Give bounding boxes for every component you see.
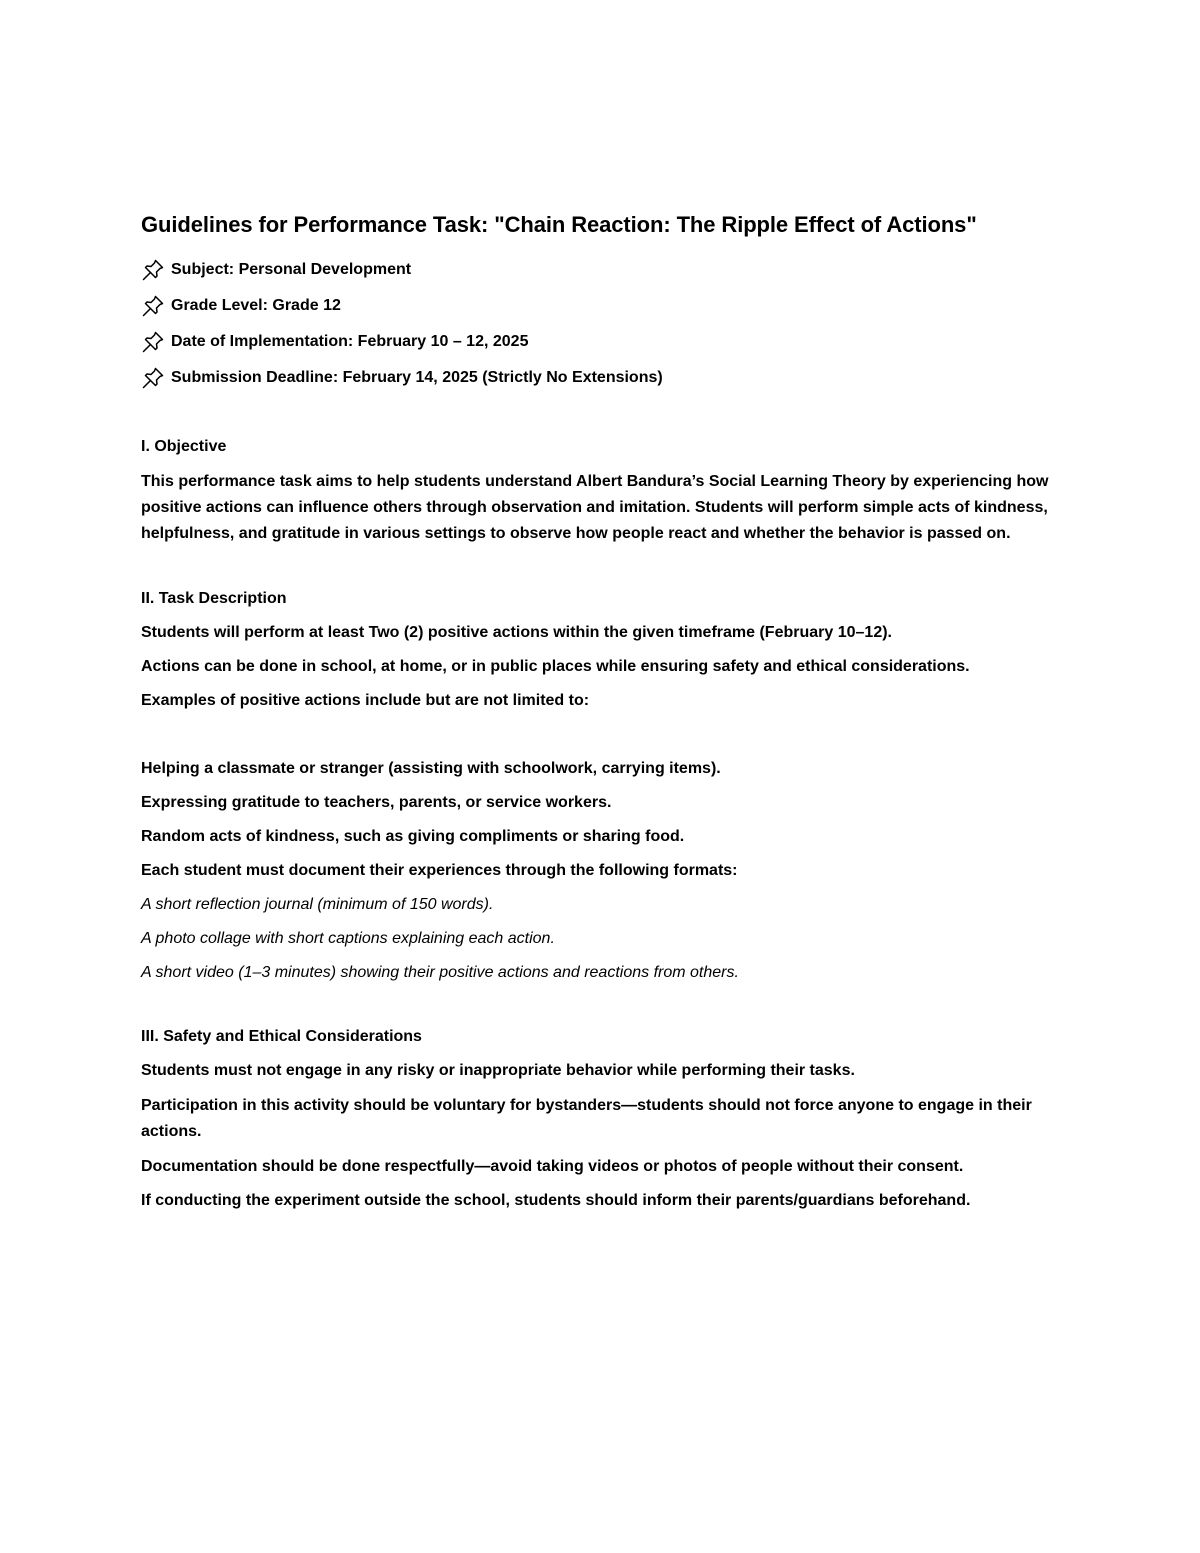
objective-body: This performance task aims to help students understand Albert Bandura’s Social Learning Theory by experiencing how positive actions can influence others through observation and imitation. Students will perform simple acts of kindness, helpfulness, and gratitude in various settings to observe how people react and whether the behavior is passed on. <box>141 473 1049 542</box>
pushpin-icon <box>141 330 165 354</box>
example-line: Random acts of kindness, such as giving compliments or sharing food. <box>141 828 685 845</box>
blank-line <box>141 713 1051 747</box>
meta-list <box>141 252 1051 396</box>
meta-item-grade <box>141 288 1051 324</box>
meta-text: Grade Level: Grade 12 <box>171 297 341 314</box>
safety-line: Students must not engage in any risky or inappropriate behavior while performing their tasks. <box>141 1062 855 1079</box>
example-line: Expressing gratitude to teachers, parents, or service workers. <box>141 794 612 811</box>
section-heading-task-description: II. Task Description <box>141 590 287 607</box>
safety-line: Participation in this activity should be voluntary for bystanders—students should not force anyone to engage in their actions. <box>141 1097 1032 1140</box>
example-line: Helping a classmate or stranger (assisting with schoolwork, carrying items). <box>141 760 721 777</box>
pushpin-icon <box>141 366 165 390</box>
format-line: A short reflection journal (minimum of 150 words). <box>141 896 494 913</box>
task-line: Students will perform at least Two (2) positive actions within the given timeframe (February 10–12). <box>141 624 892 641</box>
meta-text: Submission Deadline: February 14, 2025 (Strictly No Extensions) <box>171 369 663 386</box>
safety-line: If conducting the experiment outside the school, students should inform their parents/guardians beforehand. <box>141 1192 971 1209</box>
safety-line: Documentation should be done respectfully—avoid taking videos or photos of people without their consent. <box>141 1158 964 1175</box>
meta-item-subject <box>141 252 1051 288</box>
pushpin-icon <box>141 294 165 318</box>
section-heading-objective: I. Objective <box>141 438 227 455</box>
task-line: Actions can be done in school, at home, or in public places while ensuring safety and ethical considerations. <box>141 658 970 675</box>
format-line: A short video (1–3 minutes) showing their positive actions and reactions from others. <box>141 964 739 981</box>
meta-item-deadline <box>141 360 1051 396</box>
meta-text: Date of Implementation: February 10 – 12, 2025 <box>171 333 529 350</box>
document-title: Guidelines for Performance Task: "Chain Reaction: The Ripple Effect of Actions" <box>141 212 977 237</box>
pushpin-icon <box>141 258 165 282</box>
format-line: A photo collage with short captions explaining each action. <box>141 930 555 947</box>
task-line: Examples of positive actions include but are not limited to: <box>141 692 590 709</box>
example-line: Each student must document their experiences through the following formats: <box>141 862 738 879</box>
document-page <box>141 208 1051 1213</box>
section-heading-safety: III. Safety and Ethical Considerations <box>141 1028 422 1045</box>
meta-text: Subject: Personal Development <box>171 261 412 278</box>
meta-item-date <box>141 324 1051 360</box>
